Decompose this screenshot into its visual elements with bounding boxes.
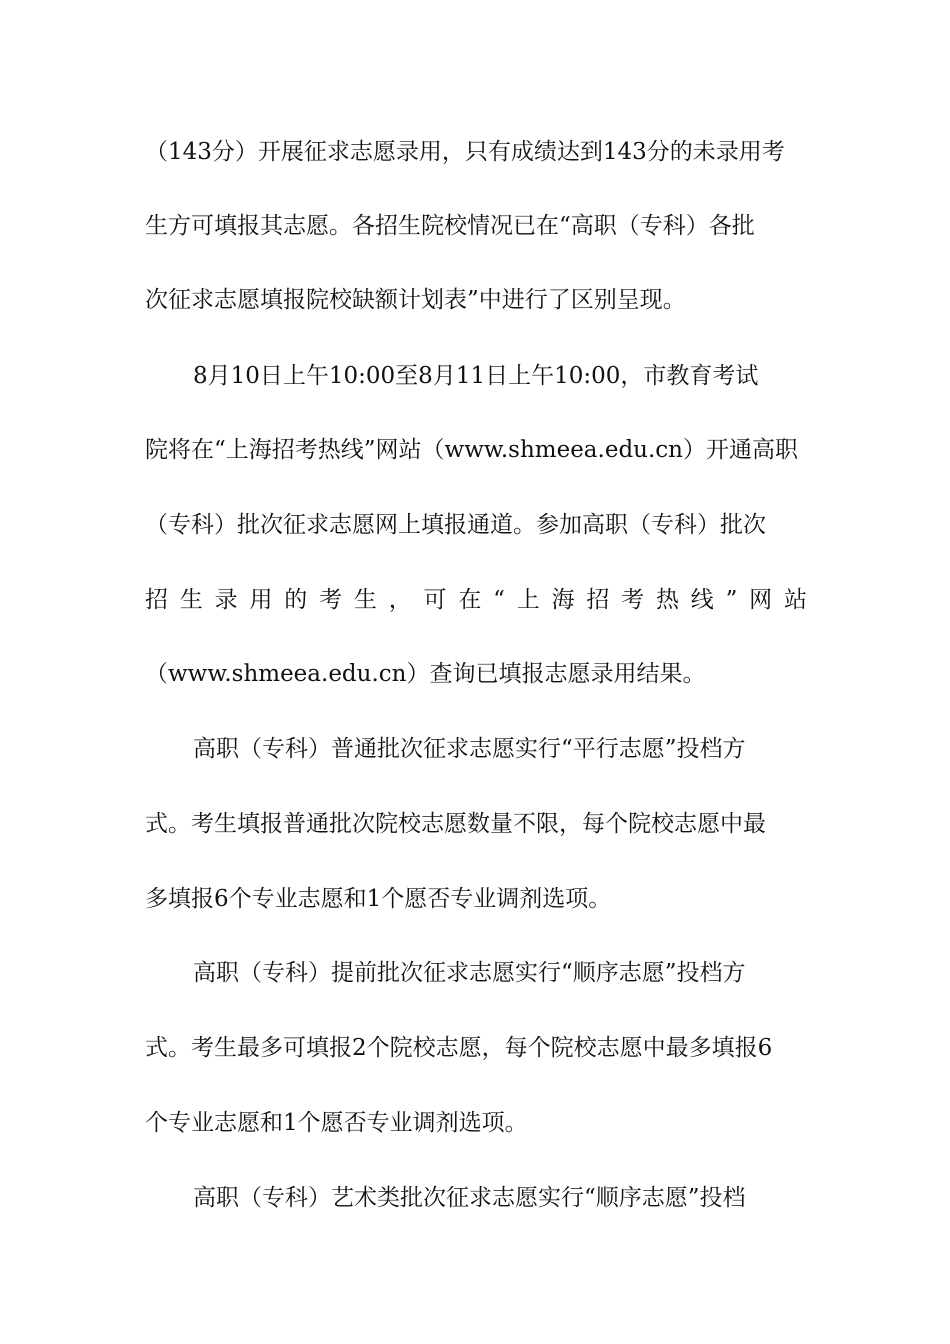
paragraph-first-line: 高职（专科）普通批次征求志愿实行“平行志愿”投档方 [193, 736, 746, 762]
body-text-line: 个专业志愿和1个愿否专业调剂选项。 [145, 1110, 528, 1136]
paragraph-first-line: 高职（专科）提前批次征求志愿实行“顺序志愿”投档方 [193, 960, 746, 986]
body-text-line: 生方可填报其志愿。各招生院校情况已在“高职（专科）各批 [145, 213, 755, 239]
body-text-line: 式。考生填报普通批次院校志愿数量不限，每个院校志愿中最 [145, 811, 766, 837]
paragraph-first-line: 8月10日上午10:00至8月11日上午10:00，市教育考试 [193, 363, 759, 389]
body-text-line: 院将在“上海招考热线”网站（www.shmeea.edu.cn）开通高职 [145, 437, 798, 463]
body-text-line: （143分）开展征求志愿录用，只有成绩达到143分的未录用考 [145, 139, 785, 165]
body-text-line: 式。考生最多可填报2个院校志愿，每个院校志愿中最多填报6 [145, 1035, 773, 1061]
body-text-line: （www.shmeea.edu.cn）查询已填报志愿录用结果。 [145, 661, 706, 687]
body-text-line: 次征求志愿填报院校缺额计划表”中进行了区别呈现。 [145, 287, 686, 313]
body-text-line: 招生录用的考生，可在“上海招考热线”网站 [145, 587, 807, 613]
paragraph-first-line: 高职（专科）艺术类批次征求志愿实行“顺序志愿”投档 [193, 1185, 746, 1211]
body-text-line: 多填报6个专业志愿和1个愿否专业调剂选项。 [145, 886, 612, 912]
body-text-line: （专科）批次征求志愿网上填报通道。参加高职（专科）批次 [145, 512, 766, 538]
